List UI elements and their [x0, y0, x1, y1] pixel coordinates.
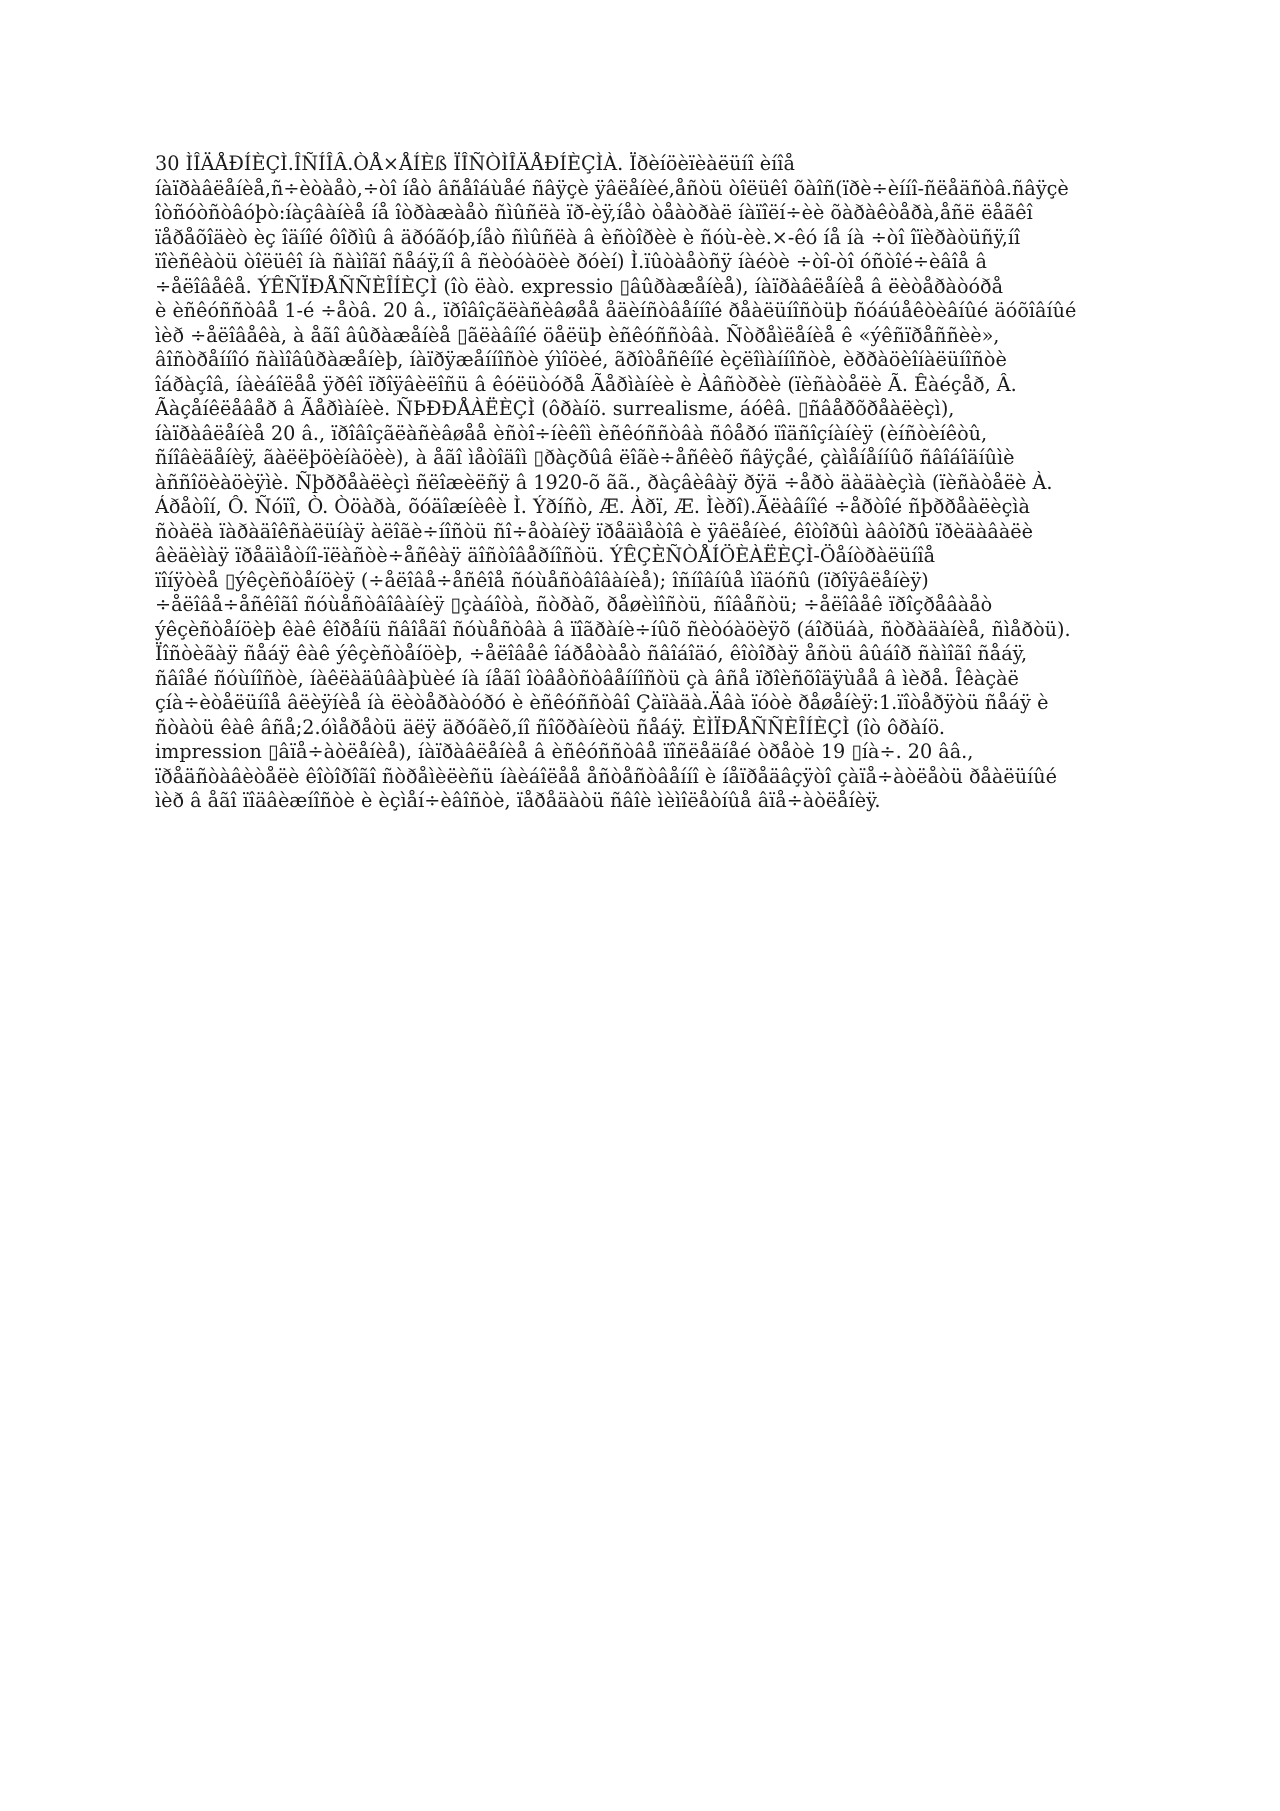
text-line-20: ýêçèñòåíöèþ êàê êîðåíü ñâîåãî ñóùåñòâà â ïîãðàíè÷íûõ ñèòóàöèÿõ (áîðüáà, ñòðàäàíèå, ñìåðòü).: [155, 617, 1071, 641]
text-line-4: ïåðåõîäèò èç îäíîé ôîðìû â äðóãóþ,íåò ñìûñëà â èñòîðèè è ñóù-èè.×-êó íå íà ÷òî îïèðàòüñÿ,íî: [155, 225, 1021, 249]
text-line-22: ñâîåé ñóùíîñòè, íàêëàäûâàþùèé íà íåãî îòâåòñòâåííîñòü çà âñå ïðîèñõîäÿùåå â ìèðå. Îêàçàë: [155, 666, 1019, 690]
text-line-7: è èñêóññòâå 1-é ÷åòâ. 20 â., ïðîâîçãëàñèâøåå åäèíñòâåííîé ðåàëüíîñòüþ ñóáúåêòèâíûé äóõîâíûé: [155, 299, 1077, 322]
text-line-21: Ïîñòèãàÿ ñåáÿ êàê ýêçèñòåíöèþ, ÷åëîâåê îáðåòàåò ñâîáîäó, êîòîðàÿ åñòü âûáîð ñàìîãî ñåáÿ,: [155, 642, 1028, 665]
text-line-11: Ãàçåíêëåâåð â Ãåðìàíèè. ÑÞÐÐÅÀËÈÇÌ (ôðàíö. surrealisme, áóêâ. ▯ñâåðõðåàëèçì),: [155, 397, 955, 420]
document-page: [155, 152, 1135, 814]
text-line-25: impression ▯âïå÷àòëåíèå), íàïðàâëåíèå â èñêóññòâå ïîñëåäíåé òðåòè 19 ▯íà÷. 20 ââ.,: [155, 740, 974, 763]
text-line-26: ïðåäñòàâèòåëè êîòîðîãî ñòðåìèëèñü íàèáîëåå åñòåñòâåííî è íåïðåäâçÿòî çàïå÷àòëåòü ðåàëüíûé: [155, 764, 1057, 788]
text-line-14: àññîöèàöèÿìè. Ñþððåàëèçì ñëîæèëñÿ â 1920-õ ãã., ðàçâèâàÿ ðÿä ÷åðò äàäàèçìà (ïèñàòåëè À.: [155, 470, 1053, 494]
text-line-24: ñòàòü êàê âñå;2.óìåðåòü äëÿ äðóãèõ,íî ñîõðàíèòü ñåáÿ. ÈÌÏÐÅÑÑÈÎÍÈÇÌ (îò ôðàíö.: [155, 715, 945, 739]
text-line-23: çíà÷èòåëüíîå âëèÿíèå íà ëèòåðàòóðó è èñêóññòâî Çàïàäà.Äâà ïóòè ðåøåíèÿ:1.ïîòåðÿòü ñåáÿ è: [155, 691, 1049, 714]
text-line-17: âèäèìàÿ ïðåäìåòíî-ïëàñòè÷åñêàÿ äîñòîâåðíîñòü. ÝÊÇÈÑÒÅÍÖÈÀËÈÇÌ-Öåíòðàëüíîå: [155, 544, 936, 567]
text-line-12: íàïðàâëåíèå 20 â., ïðîâîçãëàñèâøåå èñòî÷íèêîì èñêóññòâà ñôåðó ïîäñîçíàíèÿ (èíñòèíêòû,: [155, 421, 988, 445]
text-line-27: ìèð â åãî ïîäâèæíîñòè è èçìåí÷èâîñòè, ïåðåäàòü ñâîè ìèìîëåòíûå âïå÷àòëåíèÿ.: [155, 789, 881, 812]
text-line-2: íàïðàâëåíèå,ñ÷èòàåò,÷òî íåò âñåîáùåé ñâÿçè ÿâëåíèé,åñòü òîëüêî õàîñ(ïðè÷èííî-ñëåäñòâ.ñâÿçè: [155, 176, 1069, 200]
text-line-10: îáðàçîâ, íàèáîëåå ÿðêî ïðîÿâèëîñü â êóëüòóðå Ãåðìàíèè è Àâñòðèè (ïèñàòåëè Ã. Êàéçåð, Â.: [155, 372, 1017, 396]
text-line-1: 30 ÌÎÄÅÐÍÈÇÌ.ÎÑÍÎÂ.ÒÅ×ÅÍÈß ÏÎÑÒÌÎÄÅÐÍÈÇÌÀ. Ïðèíöèïèàëüíî èíîå: [155, 152, 795, 175]
text-line-6: ÷åëîâåêå. ÝÊÑÏÐÅÑÑÈÎÍÈÇÌ (îò ëàò. expressio ▯âûðàæåíèå), íàïðàâëåíèå â ëèòåðàòóðå: [155, 274, 1004, 298]
text-line-5: ïîèñêàòü òîëüêî íà ñàìîãî ñåáÿ,íî â ñèòóàöèè ðóèí) Ì.ïûòàåòñÿ íàéòè ÷òî-òî óñòîé÷èâîå â: [155, 250, 987, 273]
text-line-19: ÷åëîâå÷åñêîãî ñóùåñòâîâàíèÿ ▯çàáîòà, ñòðàõ, ðåøèìîñòü, ñîâåñòü; ÷åëîâåê ïðîçðåâàåò: [155, 593, 993, 616]
text-line-13: ñíîâèäåíèÿ, ãàëëþöèíàöèè), à åãî ìåòîäîì ▯ðàçðûâ ëîãè÷åñêèõ ñâÿçåé, çàìåíåííûõ ñâîáîäíûìè: [155, 446, 1015, 469]
text-line-18: ïîíÿòèå ▯ýêçèñòåíöèÿ (÷åëîâå÷åñêîå ñóùåñòâîâàíèå); îñíîâíûå ìîäóñû (ïðîÿâëåíèÿ): [155, 568, 929, 592]
text-line-8: ìèð ÷åëîâåêà, à åãî âûðàæåíèå ▯ãëàâíîé öåëüþ èñêóññòâà. Ñòðåìëåíèå ê «ýêñïðåññèè»,: [155, 323, 1000, 347]
text-line-16: ñòàëà ïàðàäîêñàëüíàÿ àëîãè÷íîñòü ñî÷åòàíèÿ ïðåäìåòîâ è ÿâëåíèé, êîòîðûì àâòîðû ïðèäàâàëè: [155, 519, 1033, 543]
text-line-15: Áðåòîí, Ô. Ñóïî, Ò. Òöàðà, õóäîæíèêè Ì. Ýðíñò, Æ. Àðï, Æ. Ìèðî).Ãëàâíîé ÷åðòîé ñþððåàëèçìà: [155, 495, 1030, 518]
text-line-9: âîñòðåííîó ñàìîâûðàæåíèþ, íàïðÿæåííîñòè ýìîöèé, ãðîòåñêíîé èçëîìàííîñòè, èððàöèîíàëüíîñòè: [155, 348, 1007, 371]
text-line-3: îòñóòñòâóþò:íàçâàíèå íå îòðàæàåò ñìûñëà ïð-èÿ,íåò òåàòðàë íàïîëí÷èè õàðàêòåðà,åñë ëåãêî: [155, 201, 1033, 224]
